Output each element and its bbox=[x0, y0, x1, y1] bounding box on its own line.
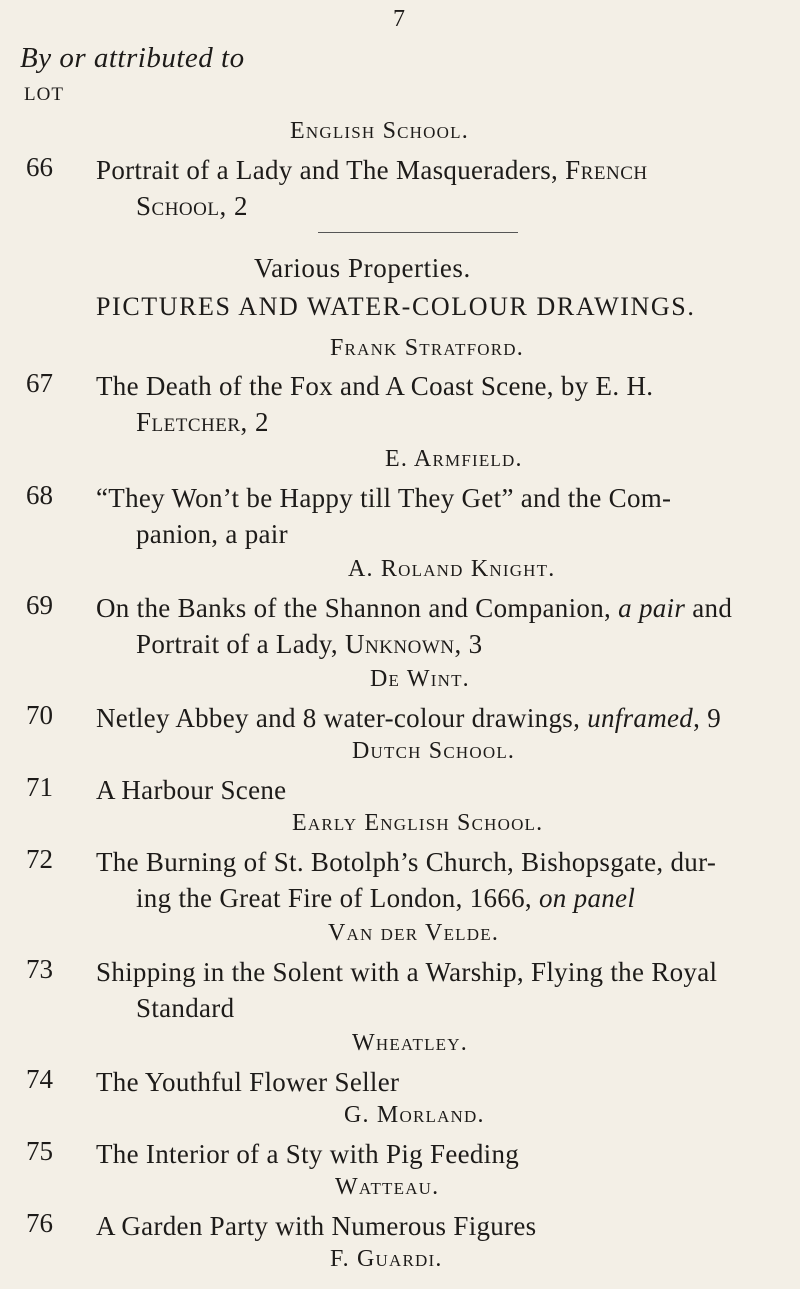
artist-heading: Dutch School. bbox=[352, 738, 516, 764]
section-divider bbox=[318, 232, 518, 233]
lot-number: 66 bbox=[26, 152, 53, 182]
lot-number: 68 bbox=[26, 480, 53, 510]
artist-heading: Frank Stratford. bbox=[330, 335, 524, 361]
artist-heading: De Wint. bbox=[370, 666, 470, 692]
lot-number: 67 bbox=[26, 368, 53, 398]
lot-number: 70 bbox=[26, 700, 53, 730]
lot-number: 72 bbox=[26, 844, 53, 874]
artist-heading: English School. bbox=[290, 118, 469, 144]
lot-description: On the Banks of the Shannon and Companion, a pair and Portrait of a Lady, Unknown, 3 bbox=[96, 593, 733, 659]
lot-description: A Harbour Scene bbox=[96, 775, 287, 805]
lot-description: Shipping in the Solent with a Warship, Flying the Royal Standard bbox=[96, 957, 718, 1023]
artist-heading: G. Morland. bbox=[344, 1102, 485, 1128]
lot-description: The Interior of a Sty with Pig Feeding bbox=[96, 1139, 520, 1169]
artist-heading: E. Armfield. bbox=[385, 446, 523, 472]
artist-heading: Wheatley. bbox=[352, 1030, 468, 1056]
lot-description: “They Won’t be Happy till They Get” and the Com- panion, a pair bbox=[96, 483, 672, 549]
page-header: By or attributed to bbox=[20, 42, 245, 74]
lot-description: Netley Abbey and 8 water-colour drawings, unframed, 9 bbox=[96, 703, 721, 733]
lot-number: 74 bbox=[26, 1064, 53, 1094]
lot-number: 69 bbox=[26, 590, 53, 620]
lot-description: A Garden Party with Numerous Figures bbox=[96, 1211, 537, 1241]
section-subtitle: PICTURES AND WATER-COLOUR DRAWINGS. bbox=[96, 292, 696, 321]
lot-number: 71 bbox=[26, 772, 53, 802]
lot-number: 76 bbox=[26, 1208, 53, 1238]
lot-number: 75 bbox=[26, 1136, 53, 1166]
lot-description: The Burning of St. Botolph’s Church, Bishopsgate, dur- ing the Great Fire of London, 1666, on panel bbox=[96, 847, 717, 913]
lot-description: The Youthful Flower Seller bbox=[96, 1067, 400, 1097]
artist-heading: Van der Velde. bbox=[328, 920, 500, 946]
artist-heading: Early English School. bbox=[292, 810, 544, 836]
artist-heading: Watteau. bbox=[335, 1174, 440, 1200]
artist-heading: F. Guardi. bbox=[330, 1246, 443, 1272]
lot-description: Portrait of a Lady and The Masqueraders, French School, 2 bbox=[96, 155, 648, 221]
lot-description: The Death of the Fox and A Coast Scene, by E. H. Fletcher, 2 bbox=[96, 371, 654, 437]
artist-heading: A. Roland Knight. bbox=[348, 556, 556, 582]
lot-number: 73 bbox=[26, 954, 53, 984]
lot-column-label: LOT bbox=[24, 84, 64, 105]
page-number: 7 bbox=[393, 6, 405, 32]
section-title: Various Properties. bbox=[254, 253, 471, 283]
